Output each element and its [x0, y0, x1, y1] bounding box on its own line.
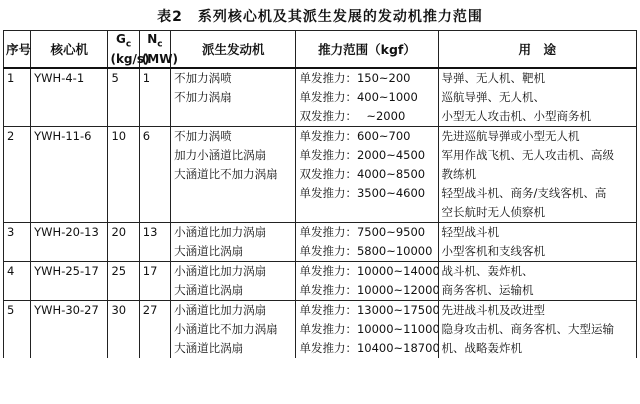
cell-thrust-line: 单发推力：600~700 [299, 129, 411, 143]
cell-gc: 25 [108, 262, 139, 301]
cell-use-line: 巡航导弹、无人机、 [441, 90, 545, 104]
cell-thrust-line: 单发推力：2000~4500 [299, 148, 426, 162]
cell-derived-line: 大涵道比涡扇 [174, 283, 244, 297]
cell-thrust-line: 单发推力：5800~10000 [299, 244, 433, 258]
cell-derived [171, 262, 296, 301]
cell-use-line: 军用作战飞机、无人攻击机、高级 [441, 148, 614, 162]
cell-use-line: 隐身攻击机、商务客机、大型运输 [441, 322, 614, 336]
header-gc [108, 31, 150, 69]
cell-use-line: 先进巡航导弹或小型无人机 [441, 129, 580, 143]
cell-thrust [296, 301, 438, 359]
header-thrust: 推力范围（kgf） [296, 31, 438, 69]
table-title: 表2 系列核心机及其派生发展的发动机推力范围 [157, 9, 483, 25]
table-row [4, 301, 637, 359]
cell-thrust-line: 单发推力：10000~12000 [299, 283, 440, 297]
header-use: 用 途 [438, 31, 637, 69]
cell-derived [171, 68, 296, 127]
cell-thrust-line: 双发推力：4000~8500 [299, 167, 426, 181]
cell-thrust-line: 单发推力：3500~4600 [299, 186, 426, 200]
cell-derived [171, 301, 296, 359]
cell-thrust-line: 单发推力：400~1000 [299, 90, 418, 104]
cell-use [438, 262, 637, 301]
cell-derived-line: 小涵道比加力涡扇 [174, 225, 267, 239]
cell-index: 5 [4, 301, 31, 359]
cell-use-line: 轻型战斗机、商务/支线客机、高 [441, 186, 607, 200]
cell-use-line: 小型客机和支线客机 [441, 244, 545, 258]
cell-core: YWH-30-27 [31, 301, 108, 359]
table-row [4, 262, 637, 301]
cell-derived [171, 223, 296, 262]
cell-gc: 30 [108, 301, 139, 359]
cell-thrust-line: 单发推力：10000~11000 [299, 322, 440, 336]
table-row [4, 68, 637, 127]
cell-derived-line: 小涵道比不加力涡扇 [174, 322, 278, 336]
cell-nc: 13 [139, 223, 170, 262]
cell-gc: 5 [108, 68, 139, 127]
header-nc [139, 31, 178, 69]
cell-derived-line [174, 184, 292, 203]
cell-index: 2 [4, 127, 31, 223]
cell-core: YWH-11-6 [31, 127, 108, 223]
header-gc-symbol: G [116, 32, 126, 47]
cell-use-line: 商务客机、运输机 [441, 283, 534, 297]
cell-thrust [296, 223, 438, 262]
cell-index: 1 [4, 68, 31, 127]
cell-thrust [296, 127, 438, 223]
header-nc-sub: c [157, 39, 163, 50]
cell-use-line: 机、战略轰炸机 [441, 341, 522, 355]
cell-nc: 27 [139, 301, 170, 359]
cell-thrust [296, 68, 438, 127]
cell-use-line: 战斗机、轰炸机、 [441, 264, 534, 278]
cell-core: YWH-25-17 [31, 262, 108, 301]
header-row [4, 31, 637, 69]
cell-thrust-line [299, 203, 434, 222]
cell-derived-line: 大涵道比涡扇 [174, 341, 244, 355]
header-gc-unit: (kg/s) [110, 51, 150, 66]
cell-derived [171, 127, 296, 223]
cell-derived-line: 不加力涡喷 [174, 71, 232, 85]
cell-use-line: 空长航时无人侦察机 [441, 205, 545, 219]
cell-thrust-line: 单发推力：10400~18700 [299, 341, 440, 355]
cell-thrust-line: 单发推力：13000~17500 [299, 303, 440, 317]
cell-core: YWH-4-1 [31, 68, 108, 127]
cell-gc: 10 [108, 127, 139, 223]
cell-gc: 20 [108, 223, 139, 262]
header-nc-unit: (MW) [141, 51, 178, 66]
cell-derived-line: 加力小涵道比涡扇 [174, 148, 267, 162]
cell-thrust-line: 双发推力： ~2000 [299, 109, 406, 123]
cell-use-line: 先进战斗机及改进型 [441, 303, 545, 317]
cell-derived-line: 大涵道比不加力涡扇 [174, 167, 278, 181]
table-row [4, 223, 637, 262]
cell-thrust-line: 单发推力：10000~14000 [299, 264, 440, 278]
cell-use-line: 导弹、无人机、靶机 [441, 71, 545, 85]
cell-use [438, 223, 637, 262]
cell-derived-line: 小涵道比加力涡扇 [174, 303, 267, 317]
cell-nc: 17 [139, 262, 170, 301]
cell-index: 4 [4, 262, 31, 301]
cell-core: YWH-20-13 [31, 223, 108, 262]
cell-derived-line: 不加力涡喷 [174, 129, 232, 143]
cell-derived-line: 不加力涡扇 [174, 90, 232, 104]
header-core: 核心机 [31, 31, 108, 69]
header-nc-symbol: N [147, 32, 158, 47]
thrust-range-table [3, 30, 637, 358]
cell-use-line: 小型无人攻击机、小型商务机 [441, 109, 591, 123]
cell-use [438, 127, 637, 223]
header-derived: 派生发动机 [171, 31, 296, 69]
cell-use [438, 301, 637, 359]
cell-thrust [296, 262, 438, 301]
header-index: 序号 [4, 31, 31, 69]
cell-derived-line: 大涵道比涡扇 [174, 244, 244, 258]
cell-derived-line: 小涵道比加力涡扇 [174, 264, 267, 278]
header-gc-sub: c [125, 39, 132, 50]
cell-derived-line [174, 107, 292, 126]
cell-nc: 6 [139, 127, 170, 223]
cell-derived-line [174, 203, 292, 222]
cell-use-line: 轻型战斗机 [441, 225, 499, 239]
cell-use-line: 教练机 [441, 167, 476, 181]
cell-thrust-line: 单发推力：150~200 [299, 71, 411, 85]
cell-thrust-line: 单发推力：7500~9500 [299, 225, 426, 239]
table-row [4, 127, 637, 223]
cell-index: 3 [4, 223, 31, 262]
cell-nc: 1 [139, 68, 170, 127]
cell-use [438, 68, 637, 127]
